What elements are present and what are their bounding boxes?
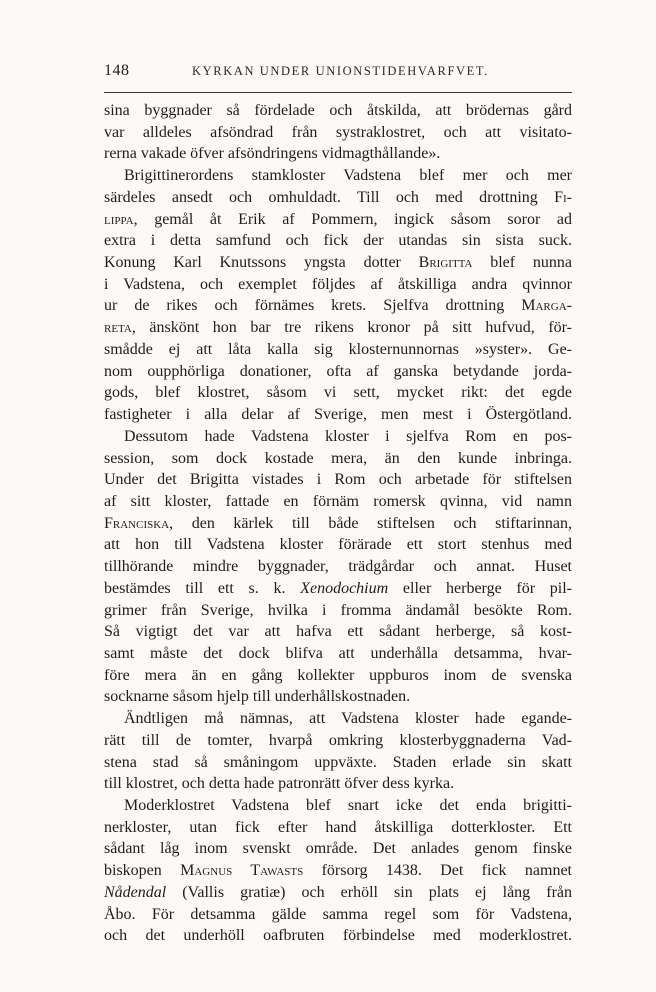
- body-text: [104, 100, 572, 947]
- text-line: till klostret, och detta hade patronrätt öfver dess kyrka.: [104, 775, 455, 793]
- text-line: Franciska, den kärlek till både stiftelsen och stiftarinnan,: [104, 514, 572, 532]
- text-line: Brigittinerordens stamkloster Vadstena blef mer och mer: [124, 167, 572, 185]
- text-line: session, som dock kostade mera, än den kunde inbringa.: [104, 449, 572, 467]
- text-line: att hon till Vadstena kloster förärade ett stort stenhus med: [104, 536, 572, 554]
- text-line: var alldeles afsöndrad från systraklostret, och att visitato-: [104, 123, 572, 141]
- text-line: Nådendal (Vallis gratiæ) och erhöll sin plats ej lång från: [104, 883, 572, 901]
- text-line: bestämdes till ett s. k. Xenodochium eller herberge för pil-: [104, 579, 572, 597]
- text-line: rätt till de tomter, hvarpå omkring klosterbyggnaderna Vad-: [104, 731, 572, 749]
- text-line: Åbo. För detsamma gälde samma regel som för Vadstena,: [104, 905, 572, 923]
- text-line: Så vigtigt det var att hafva ett sådant herberge, så kost-: [104, 623, 572, 641]
- text-line: Moderklostret Vadstena blef snart icke det enda brigitti-: [124, 797, 572, 814]
- text-line: sina byggnader så fördelade och åtskilda, att brödernas gård: [104, 102, 572, 119]
- running-head: KYRKAN UNDER UNIONSTIDEHVARFVET.: [192, 64, 489, 78]
- text-line: Ändtligen må nämnas, att Vadstena kloster hade egande-: [124, 710, 572, 728]
- text-line: extra i detta samfund och fick der utandas sin sista suck.: [104, 232, 572, 250]
- text-line: tillhörande mindre byggnader, trädgårdar och annat. Huset: [104, 558, 572, 576]
- text-line: före mera än en gång kollekter uppburos inom de svenska: [104, 666, 572, 684]
- text-line: nerkloster, utan fick efter hand åtskilliga dotterkloster. Ett: [104, 818, 572, 836]
- text-line: rerna vakade öfver afsöndringens vidmagthållande».: [104, 145, 441, 163]
- text-line: nom oupphörliga donationer, ofta af ganska betydande jorda-: [104, 362, 572, 380]
- text-line: grimer från Sverige, hvilka i fromma ändamål besökte Rom.: [104, 601, 572, 619]
- text-line: reta, änskönt hon bar tre rikens kronor på sitt hufvud, för-: [104, 319, 572, 337]
- text-line: socknarne såsom hjelp till underhållskostnaden.: [104, 688, 411, 706]
- text-line: Konung Karl Knutssons yngsta dotter Brigitta blef nunna: [104, 254, 572, 272]
- text-line: stena stad så småningom uppväxte. Staden erlade sin skatt: [104, 753, 572, 771]
- text-line: särdeles ansedt och omhuldadt. Till och med drottning Fi-: [104, 188, 572, 206]
- text-line: gods, blef klostret, såsom vi sett, mycket rikt: det egde: [104, 384, 572, 402]
- text-line: lippa, gemål åt Erik af Pommern, ingick såsom soror ad: [104, 210, 572, 228]
- page-header: [104, 62, 572, 86]
- text-line: i Vadstena, och exemplet följdes af åtskilliga andra qvinnor: [104, 275, 572, 293]
- text-line: sådant låg inom svenskt område. Det anlades genom finske: [104, 840, 572, 858]
- text-line: fastigheter i alla delar af Sverige, men mest i Östergötland.: [104, 406, 572, 424]
- text-line: af sitt kloster, fattade en förnäm romersk qvinna, vid namn: [104, 492, 572, 510]
- text-line: Under det Brigitta vistades i Rom och arbetade för stiftelsen: [104, 471, 572, 489]
- text-line: ur de rikes och förnämes krets. Sjelfva drottning Marga-: [104, 297, 572, 315]
- header-rule: [104, 92, 572, 93]
- text-line: och det underhöll oafbruten förbindelse med moderklostret.: [104, 927, 572, 945]
- text-line: Dessutom hade Vadstena kloster i sjelfva Rom en pos-: [124, 427, 572, 445]
- text-line: biskopen Magnus Tawasts försorg 1438. Det fick namnet: [104, 862, 572, 880]
- page-number: 148: [104, 62, 130, 79]
- text-line: smådde ej att låta kalla sig klosternunnornas »syster». Ge-: [104, 340, 572, 358]
- text-line: samt måste det dock blifva att underhålla detsamma, hvar-: [104, 644, 572, 662]
